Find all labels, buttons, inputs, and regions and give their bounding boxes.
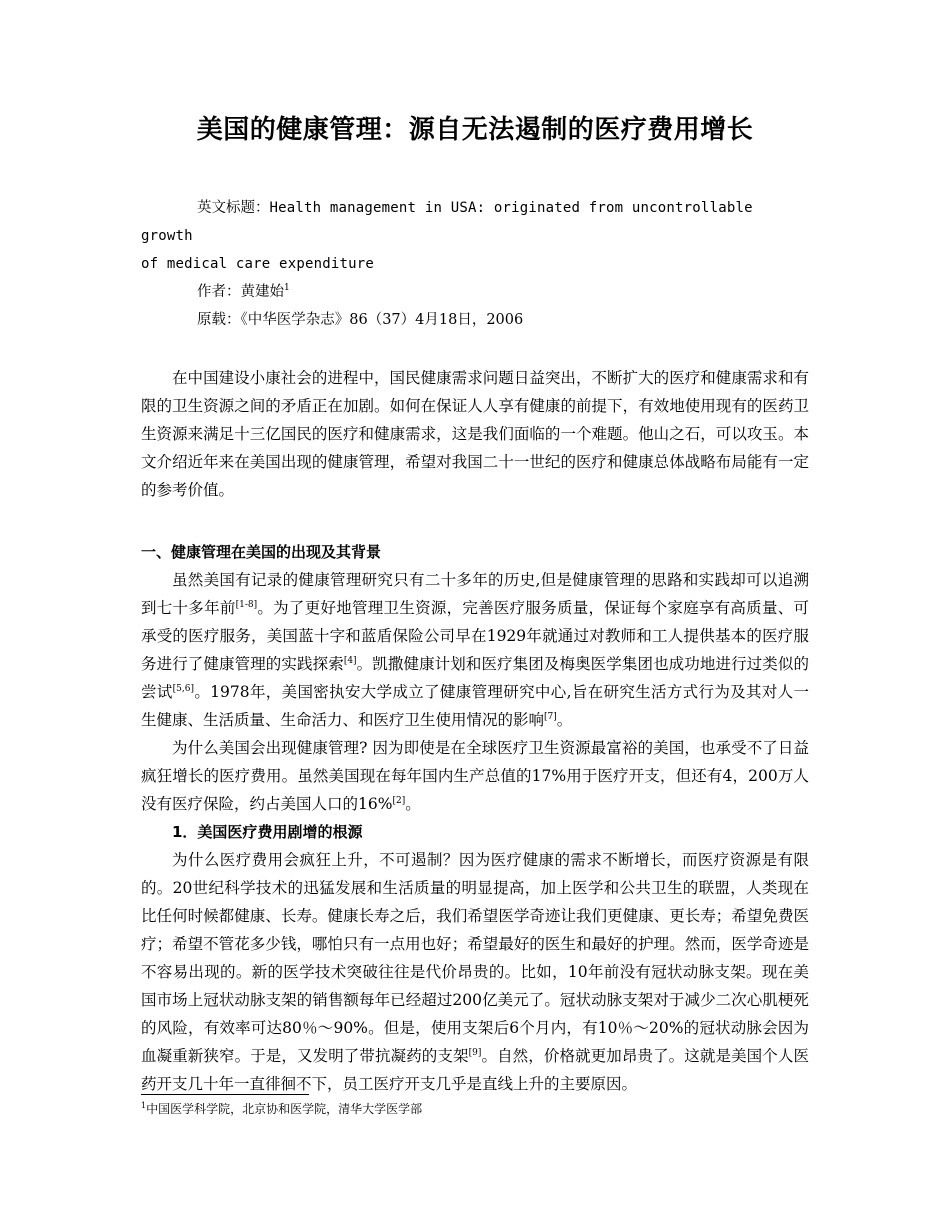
source-line: 原载：《中华医学杂志》86（37）4月18日，2006 bbox=[197, 312, 524, 328]
intro-paragraph: 在中国建设小康社会的进程中，国民健康需求问题日益突出，不断扩大的医疗和健康需求和有限的卫生资源之间的矛盾正在加剧。如何在保证人人享有健康的前提下，有效地使用现有的医药卫生资源来满足十三亿国民的医疗和健康需求，这是我们面临的一个难题。他山之石，可以攻玉。本文介绍近年来在美国出现的健康管理，希望对我国二十一世纪的医疗和健康总体战略布局能有一定的参考价值。 bbox=[141, 369, 809, 499]
english-title-cont bbox=[141, 250, 809, 278]
footnote-text: 中国医学科学院，北京协和医学院，清华大学医学部 bbox=[146, 1102, 423, 1116]
author-name: 黄建始 bbox=[240, 284, 284, 300]
english-title bbox=[141, 194, 809, 250]
text-run: 虽然美国有记录的健康管理研究只有二十多年的历史,但是健康管理的思路和实践却可以追溯到七十多年前 bbox=[141, 571, 809, 617]
page-title: 美国的健康管理：源自无法遏制的医疗费用增长 bbox=[196, 115, 754, 145]
english-title-line2: of medical care expenditure bbox=[141, 256, 374, 272]
text-run: 。 bbox=[405, 795, 421, 813]
author-footnote-mark: 1 bbox=[284, 283, 290, 294]
document-body bbox=[141, 108, 809, 1098]
english-title-line1: Health management in USA: originated from uncontrollable growth bbox=[141, 200, 753, 244]
text-run: 。 bbox=[556, 711, 573, 729]
footnote-mark: 1 bbox=[141, 1101, 147, 1110]
paragraph-history bbox=[141, 566, 809, 734]
author-line bbox=[141, 278, 809, 306]
section-heading: 一、健康管理在美国的出现及其背景 bbox=[141, 543, 382, 561]
text-run: 。凯撒健康计划和医疗集团及梅奥医学集团也成功地进行过类似的尝试 bbox=[141, 655, 809, 701]
citation: [5,6] bbox=[172, 683, 195, 694]
footnote-divider bbox=[141, 1094, 309, 1095]
text-run: 为什么美国会出现健康管理? 因为即使是在全球医疗卫生资源最富裕的美国，也承受不了日益疯狂增长的医疗费用。虽然美国现在每年国内生产总值的17%用于医疗开支，但还有4，200万人没有医疗保险，约占美国人口的16% bbox=[141, 739, 809, 813]
citation: [9] bbox=[468, 1047, 482, 1058]
text-run: 为什么医疗费用会疯狂上升，不可遏制？因为医疗健康的需求不断增长，而医疗资源是有限的。20世纪科学技术的迅猛发展和生活质量的明显提高，加上医学和公共卫生的联盟，人类现在比任何时候都健康、长寿。健康长寿之后，我们希望医学奇迹让我们更健康、更长寿；希望免费医疗；希望不管花多少钱，哪怕只有一点用也好；希望最好的医生和最好的护理。然而，医学奇迹是不容易出现的。新的医学技术突破往往是代价昂贵的。比如，10年前没有冠状动脉支架。现在美国市场上冠状动脉支架的销售额每年已经超过200亿美元了。冠状动脉支架对于减少二次心肌梗死的风险，有效率可达80％～90%。但是，使用支架后6个月内，有10％～20%的冠状动脉会因为血凝重新狭窄。于是，又发明了带抗凝药的支架 bbox=[141, 851, 809, 1065]
footnote bbox=[141, 1100, 422, 1118]
citation: [2] bbox=[392, 795, 406, 806]
citation: [1-8] bbox=[235, 599, 258, 610]
text-run: 。为了更好地管理卫生资源，完善医疗服务质量，保证每个家庭享有高质量、可承受的医疗服务，美国蓝十字和蓝盾保险公司早在1929年就通过对教师和工人提供基本的医疗服务进行了健康管理的实践探索 bbox=[141, 599, 809, 673]
author-label: 作者： bbox=[197, 284, 241, 300]
paragraph-costs bbox=[141, 846, 809, 1098]
citation: [7] bbox=[544, 711, 557, 722]
english-title-label: 英文标题： bbox=[197, 200, 270, 216]
subsection-heading: 1．美国医疗费用剧增的根源 bbox=[172, 823, 363, 841]
text-run: 。1978年，美国密执安大学成立了健康管理研究中心,旨在研究生活方式行为及其对人一生健康、生活质量、生命活力、和医疗卫生使用情况的影响 bbox=[141, 683, 809, 729]
text-run: 。自然，价格就更加昂贵了。这就是美国个人医药开支几十年一直徘徊不下，员工医疗开支几乎是直线上升的主要原因。 bbox=[141, 1047, 809, 1093]
citation: [4] bbox=[343, 655, 357, 666]
paragraph-why bbox=[141, 734, 809, 818]
